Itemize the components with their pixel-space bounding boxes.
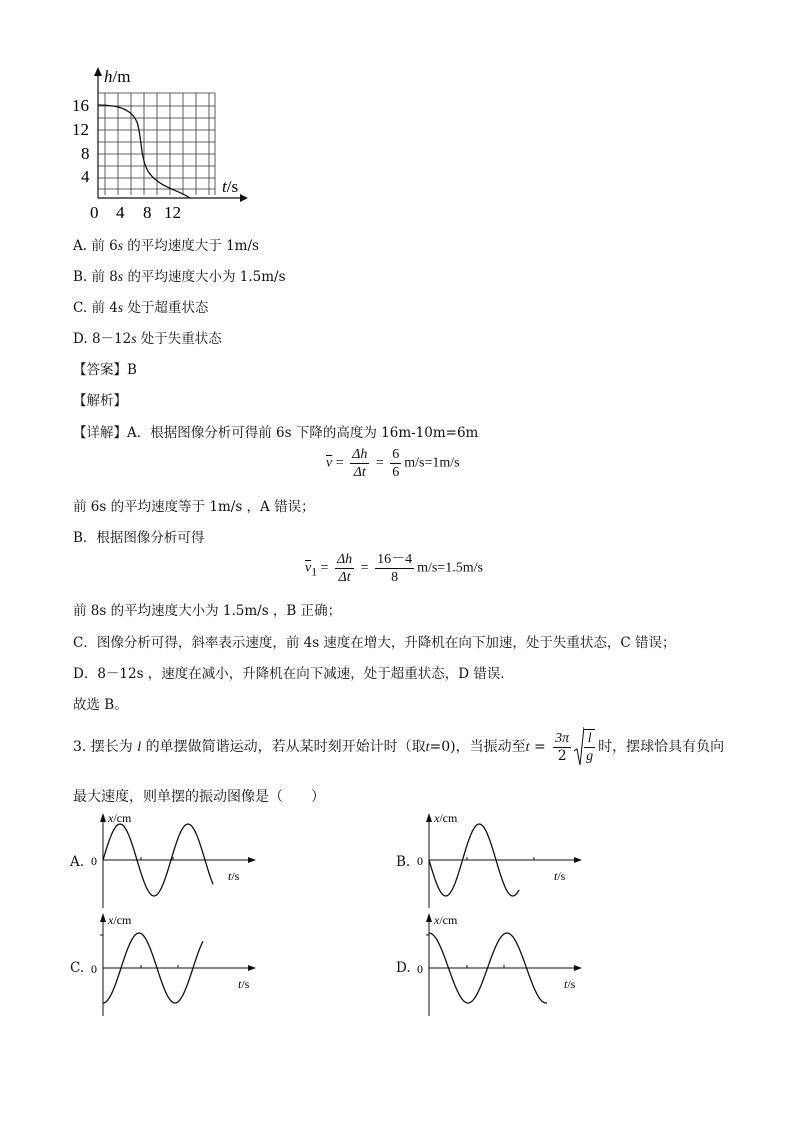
graph-b <box>414 810 594 910</box>
detail-a-line: 【详解】A．根据图像分析可得前 6s 下降的高度为 16m-10m=6m <box>73 425 479 441</box>
svg-text:t/s: t/s <box>564 977 576 991</box>
svg-text:t/s: t/s <box>228 869 240 883</box>
option-a[interactable]: A. 前 6s 的平均速度大于 1m/s <box>73 238 259 254</box>
y-axis-label: h/m <box>104 67 131 86</box>
q3-stem-line2: 最大速度，则单摆的振动图像是（ ） <box>73 789 325 805</box>
option-d[interactable]: D. 8－12s 处于失重状态 <box>73 331 222 347</box>
x-tick-4: 4 <box>116 203 125 222</box>
line-a2: 前 6s 的平均速度等于 1m/s ，A 错误； <box>73 499 315 515</box>
svg-text:x/cm: x/cm <box>434 913 458 927</box>
conclusion: 故选 B。 <box>73 697 128 713</box>
y-tick-8: 8 <box>81 144 90 163</box>
graph-d <box>414 910 594 1020</box>
answer-line: 【答案】B <box>73 362 137 378</box>
option-letter: B. <box>396 854 411 870</box>
svg-text:x/cm: x/cm <box>108 811 132 825</box>
axes <box>98 70 240 198</box>
svg-text:0: 0 <box>417 854 423 868</box>
analysis-tag: 【解析】 <box>73 393 127 409</box>
equation-avg-velocity-6s: $\overline{v}$ = $\frac{\Delta h}{\Delta t}$ = $\frac{6}{6}$ m/s=1m/s <box>326 447 460 480</box>
graph-a <box>88 810 268 910</box>
svg-text:x/cm: x/cm <box>434 811 458 825</box>
x-tick-12: 12 <box>164 203 181 222</box>
line-b1: B．根据图像分析可得 <box>73 530 205 546</box>
y-tick-4: 4 <box>81 167 90 186</box>
svg-text:0: 0 <box>417 962 423 976</box>
option-letter: D. <box>396 960 411 976</box>
height-time-graph <box>60 62 260 222</box>
y-axis-arrow <box>94 67 102 76</box>
option-letter: C. <box>70 960 85 976</box>
svg-text:t/s: t/s <box>554 869 566 883</box>
y-tick-12: 12 <box>72 120 89 139</box>
equation-avg-velocity-8s: $\overline{v}_1$ = $\frac{\Delta h}{\Delta t}$ = $\frac{16-4}{8}$ m/s=1.5m/s <box>305 552 483 585</box>
line-d: D．8－12s ，速度在减小，升降机在向下减速，处于超重状态，D 错误． <box>73 666 514 682</box>
y-tick-16: 16 <box>72 96 89 115</box>
x-axis-arrow <box>240 194 248 202</box>
option-c[interactable]: C. 前 4s 处于超重状态 <box>73 300 209 316</box>
svg-text:x/cm: x/cm <box>108 913 132 927</box>
line-b2: 前 8s 的平均速度大小为 1.5m/s ，B 正确； <box>73 603 342 619</box>
x-axis-label: t/s <box>222 177 239 196</box>
svg-text:t/s: t/s <box>238 977 250 991</box>
line-c: C．图像分析可得，斜率表示速度，前 4s 速度在增大，升降机在向下加速，处于失重状态，C 错误； <box>73 635 676 651</box>
svg-text:0: 0 <box>91 962 97 976</box>
x-tick-0: 0 <box>90 203 99 222</box>
option-b[interactable]: B. 前 8s 的平均速度大小为 1.5m/s <box>73 269 286 285</box>
option-letter: A. <box>70 854 85 870</box>
graph-c <box>88 910 268 1020</box>
q3-stem-line1: 3. 摆长为 l 的单摆做简谐运动，若从某时刻开始计时（取t=0)，当振动至t = $\frac{3\pi}{2}$ $\frac{l}{g}$ 时，摆球恰具有负向 <box>73 727 724 768</box>
x-tick-8: 8 <box>143 203 152 222</box>
svg-text:0: 0 <box>91 854 97 868</box>
